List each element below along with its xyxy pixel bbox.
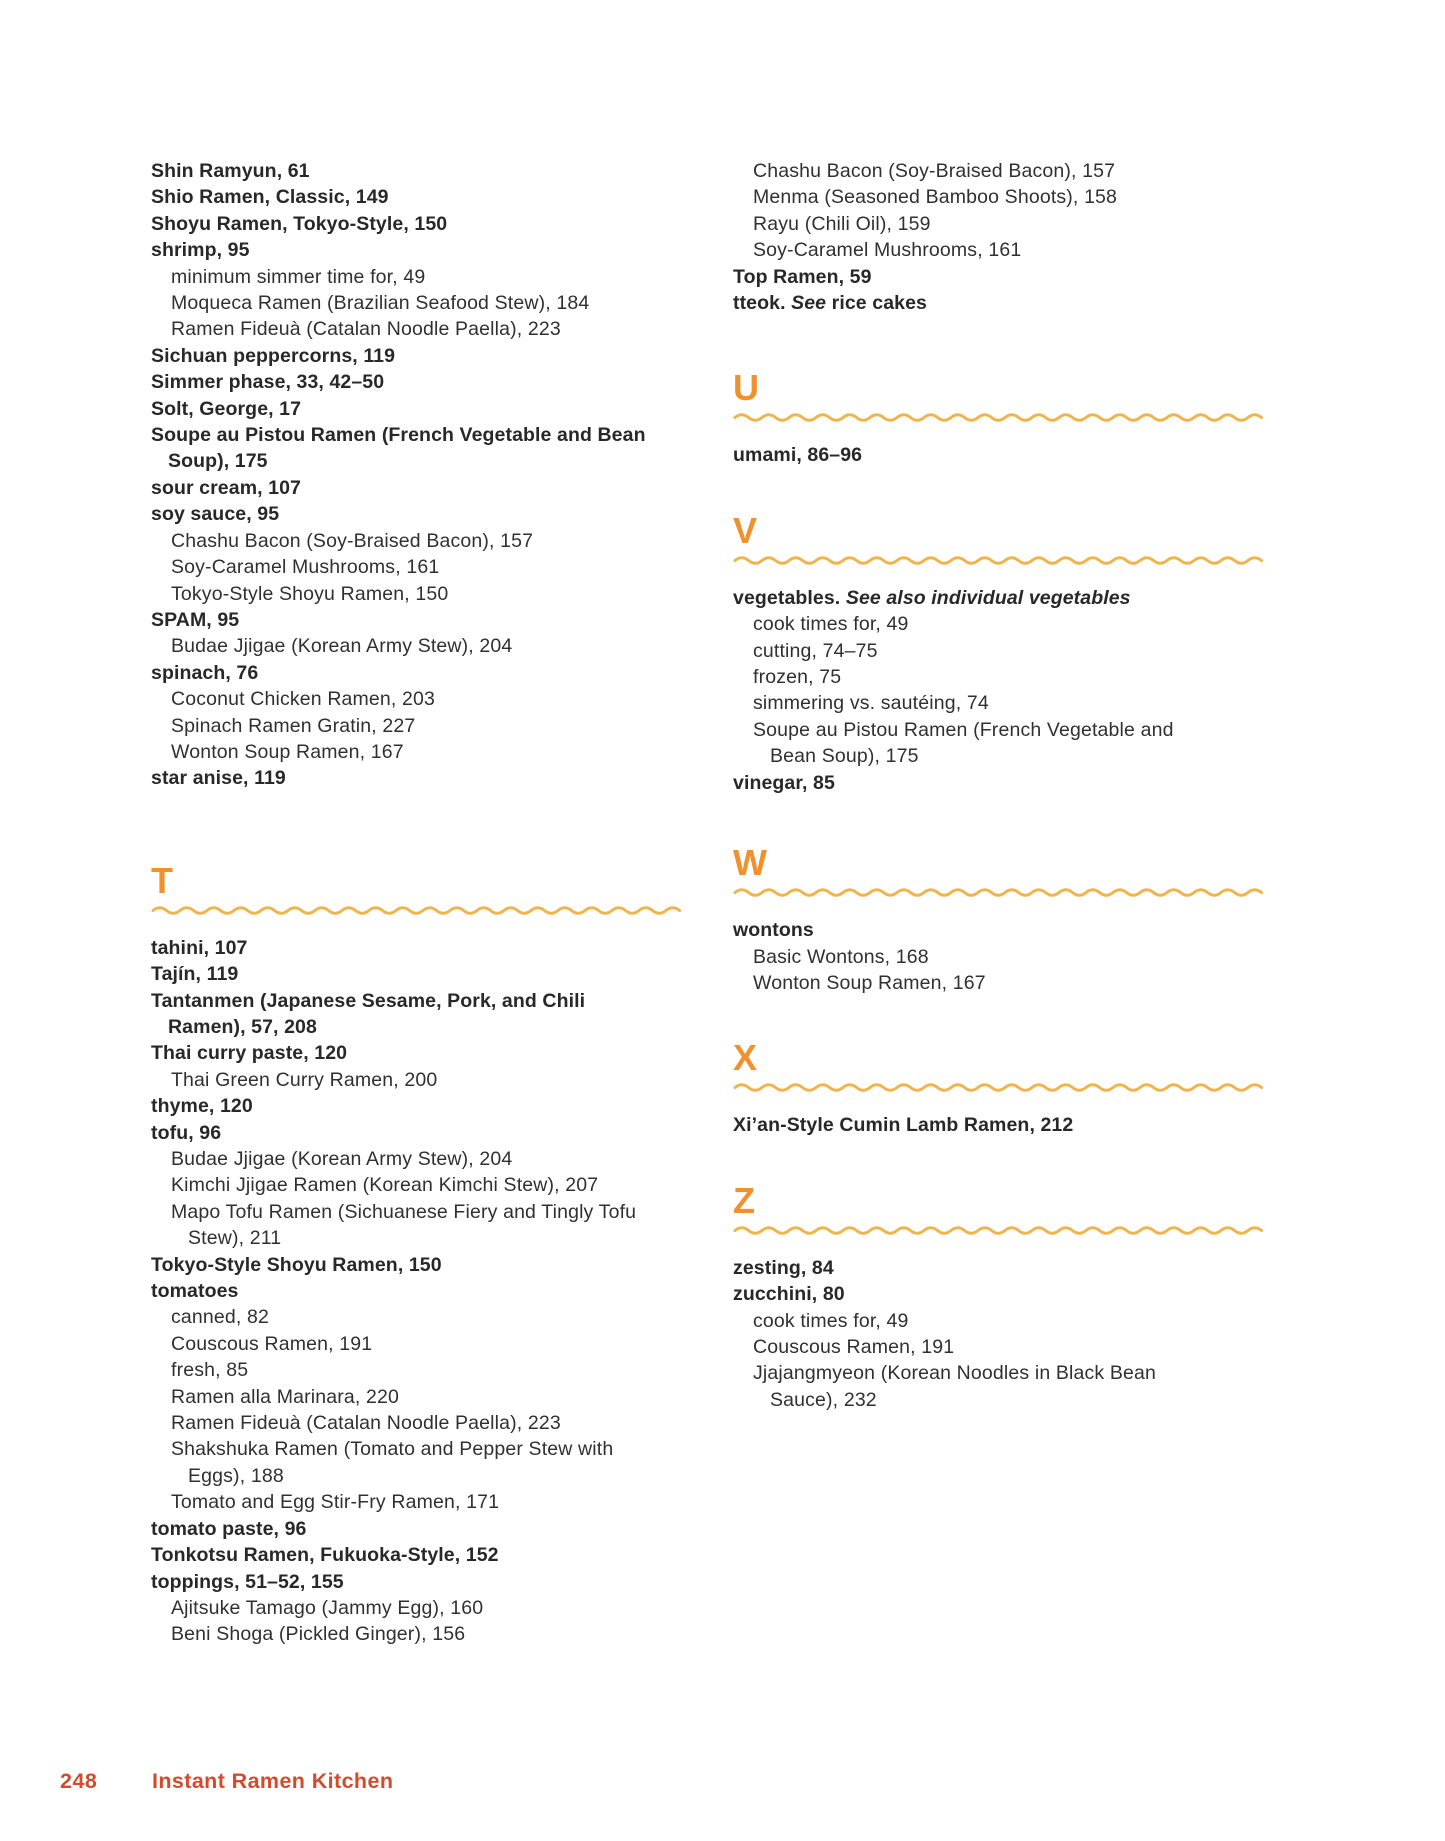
index-right-column — [733, 158, 1281, 1413]
index-entry: Soy-Caramel Mushrooms, 161 — [753, 239, 1022, 262]
index-entry: Couscous Ramen, 191 — [171, 1332, 373, 1355]
index-entry: Tokyo-Style Shoyu Ramen, 150 — [171, 582, 449, 605]
index-entry: fresh, 85 — [171, 1359, 249, 1382]
index-entry: simmering vs. sautéing, 74 — [753, 692, 989, 715]
wavy-divider — [151, 903, 685, 917]
index-entry: Menma (Seasoned Bamboo Shoots), 158 — [753, 186, 1118, 209]
index-entry: Soup), 175 — [168, 450, 268, 473]
wavy-divider — [733, 1223, 1267, 1237]
index-entry: soy sauce, 95 — [151, 503, 280, 526]
index-entry: Basic Wontons, 168 — [753, 945, 929, 968]
index-section-X — [733, 1038, 1281, 1138]
index-entry: Xi’an-Style Cumin Lamb Ramen, 212 — [733, 1114, 1074, 1137]
section-letter: X — [733, 1037, 758, 1079]
index-entry: Tokyo-Style Shoyu Ramen, 150 — [151, 1253, 442, 1276]
index-entry: Jjajangmyeon (Korean Noodles in Black Bean — [753, 1362, 1157, 1385]
index-entry: tomatoes — [151, 1280, 239, 1303]
index-section-T — [151, 861, 699, 1648]
wavy-divider — [733, 885, 1267, 899]
index-left-column — [151, 158, 699, 1648]
index-section-V — [733, 511, 1281, 796]
index-entry: Soy-Caramel Mushrooms, 161 — [171, 556, 440, 579]
index-entry: Tonkotsu Ramen, Fukuoka-Style, 152 — [151, 1544, 499, 1567]
index-entry: Ramen alla Marinara, 220 — [171, 1385, 399, 1408]
index-entry: Wonton Soup Ramen, 167 — [171, 740, 404, 763]
index-entry: minimum simmer time for, 49 — [171, 265, 426, 288]
index-entry: Eggs), 188 — [188, 1464, 284, 1487]
index-entry: Budae Jjigae (Korean Army Stew), 204 — [171, 1148, 513, 1170]
index-section-U — [733, 368, 1281, 468]
index-entry: sour cream, 107 — [151, 476, 302, 499]
index-entry: Shio Ramen, Classic, 149 — [151, 186, 389, 209]
index-entry: Rayu (Chili Oil), 159 — [753, 212, 931, 235]
section-letter: W — [733, 842, 768, 884]
index-entry: tofu, 96 — [151, 1121, 222, 1144]
index-entry: Soupe au Pistou Ramen (French Vegetable and — [753, 718, 1174, 741]
index-entry: shrimp, 95 — [151, 239, 250, 262]
index-entry: Top Ramen, 59 — [733, 265, 872, 288]
index-entry: Spinach Ramen Gratin, 227 — [171, 714, 416, 737]
index-entry: Kimchi Jjigae Ramen (Korean Kimchi Stew), 207 — [171, 1174, 599, 1197]
wavy-divider — [733, 553, 1267, 567]
index-entry: Shoyu Ramen, Tokyo-Style, 150 — [151, 212, 448, 235]
index-entry: Tantanmen (Japanese Sesame, Pork, and Chili — [151, 989, 586, 1012]
index-entry: Ramen Fideuà (Catalan Noodle Paella), 223 — [171, 1412, 561, 1435]
index-entry: frozen, 75 — [753, 666, 842, 689]
index-entry: toppings, 51–52, 155 — [151, 1570, 344, 1593]
index-entry: Thai Green Curry Ramen, 200 — [171, 1068, 438, 1091]
index-entry: Shin Ramyun, 61 — [151, 160, 310, 182]
index-entry: Stew), 211 — [188, 1227, 282, 1250]
index-entry: Budae Jjigae (Korean Army Stew), 204 — [171, 635, 513, 658]
index-entry: cook times for, 49 — [753, 613, 909, 636]
index-section-Z — [733, 1181, 1281, 1413]
index-entry: Chashu Bacon (Soy-Braised Bacon), 157 — [171, 529, 534, 552]
index-entry: Coconut Chicken Ramen, 203 — [171, 688, 436, 711]
index-entry: thyme, 120 — [151, 1095, 253, 1118]
index-entry: tteok. See rice cakes — [733, 292, 927, 315]
index-entry: Beni Shoga (Pickled Ginger), 156 — [171, 1623, 466, 1646]
index-entry: tahini, 107 — [151, 936, 248, 959]
index-entry: Shakshuka Ramen (Tomato and Pepper Stew with — [171, 1438, 614, 1461]
index-entry: Tajín, 119 — [151, 963, 239, 986]
page-number: 248 — [60, 1769, 98, 1793]
index-entry: Ramen), 57, 208 — [168, 1015, 317, 1038]
index-entry: wontons — [733, 919, 814, 942]
index-entry: Mapo Tofu Ramen (Sichuanese Fiery and Tingly Tofu — [171, 1200, 637, 1223]
index-entry: zucchini, 80 — [733, 1283, 845, 1306]
index-entry: Soupe au Pistou Ramen (French Vegetable and Bean — [151, 424, 646, 447]
page-footer — [60, 1768, 860, 1798]
index-entry: cook times for, 49 — [753, 1309, 909, 1332]
index-entry: Chashu Bacon (Soy-Braised Bacon), 157 — [753, 160, 1116, 182]
wavy-divider — [733, 410, 1267, 424]
index-entry: Tomato and Egg Stir-Fry Ramen, 171 — [171, 1491, 500, 1514]
wavy-divider — [733, 1080, 1267, 1094]
index-entry: SPAM, 95 — [151, 608, 240, 631]
section-letter: T — [151, 859, 174, 901]
index-entry: Thai curry paste, 120 — [151, 1042, 348, 1065]
index-entry: vegetables. See also individual vegetables — [733, 586, 1131, 609]
index-entry: zesting, 84 — [733, 1256, 834, 1279]
index-entry: cutting, 74–75 — [753, 639, 878, 662]
index-entry: star anise, 119 — [151, 767, 286, 790]
index-entry: Moqueca Ramen (Brazilian Seafood Stew), 184 — [171, 292, 590, 315]
index-entry: vinegar, 85 — [733, 771, 835, 794]
index-entry: Ramen Fideuà (Catalan Noodle Paella), 223 — [171, 318, 561, 341]
book-title: Instant Ramen Kitchen — [152, 1769, 394, 1793]
index-entry: Wonton Soup Ramen, 167 — [753, 971, 986, 994]
index-entry: Ajitsuke Tamago (Jammy Egg), 160 — [171, 1596, 484, 1619]
index-entry: umami, 86–96 — [733, 444, 863, 467]
section-letter: U — [733, 367, 760, 409]
index-entry: Sichuan peppercorns, 119 — [151, 344, 396, 367]
index-entry: canned, 82 — [171, 1306, 270, 1329]
index-entry: spinach, 76 — [151, 661, 259, 684]
index-section-W — [733, 843, 1281, 996]
index-entry: Sauce), 232 — [770, 1388, 877, 1411]
section-letter: Z — [733, 1179, 756, 1221]
section-letter: V — [733, 509, 758, 551]
index-entry: Simmer phase, 33, 42–50 — [151, 371, 385, 394]
index-entry: tomato paste, 96 — [151, 1517, 307, 1540]
index-entry: Solt, George, 17 — [151, 397, 302, 420]
index-entry: Bean Soup), 175 — [770, 745, 919, 768]
index-entry: Couscous Ramen, 191 — [753, 1335, 955, 1358]
